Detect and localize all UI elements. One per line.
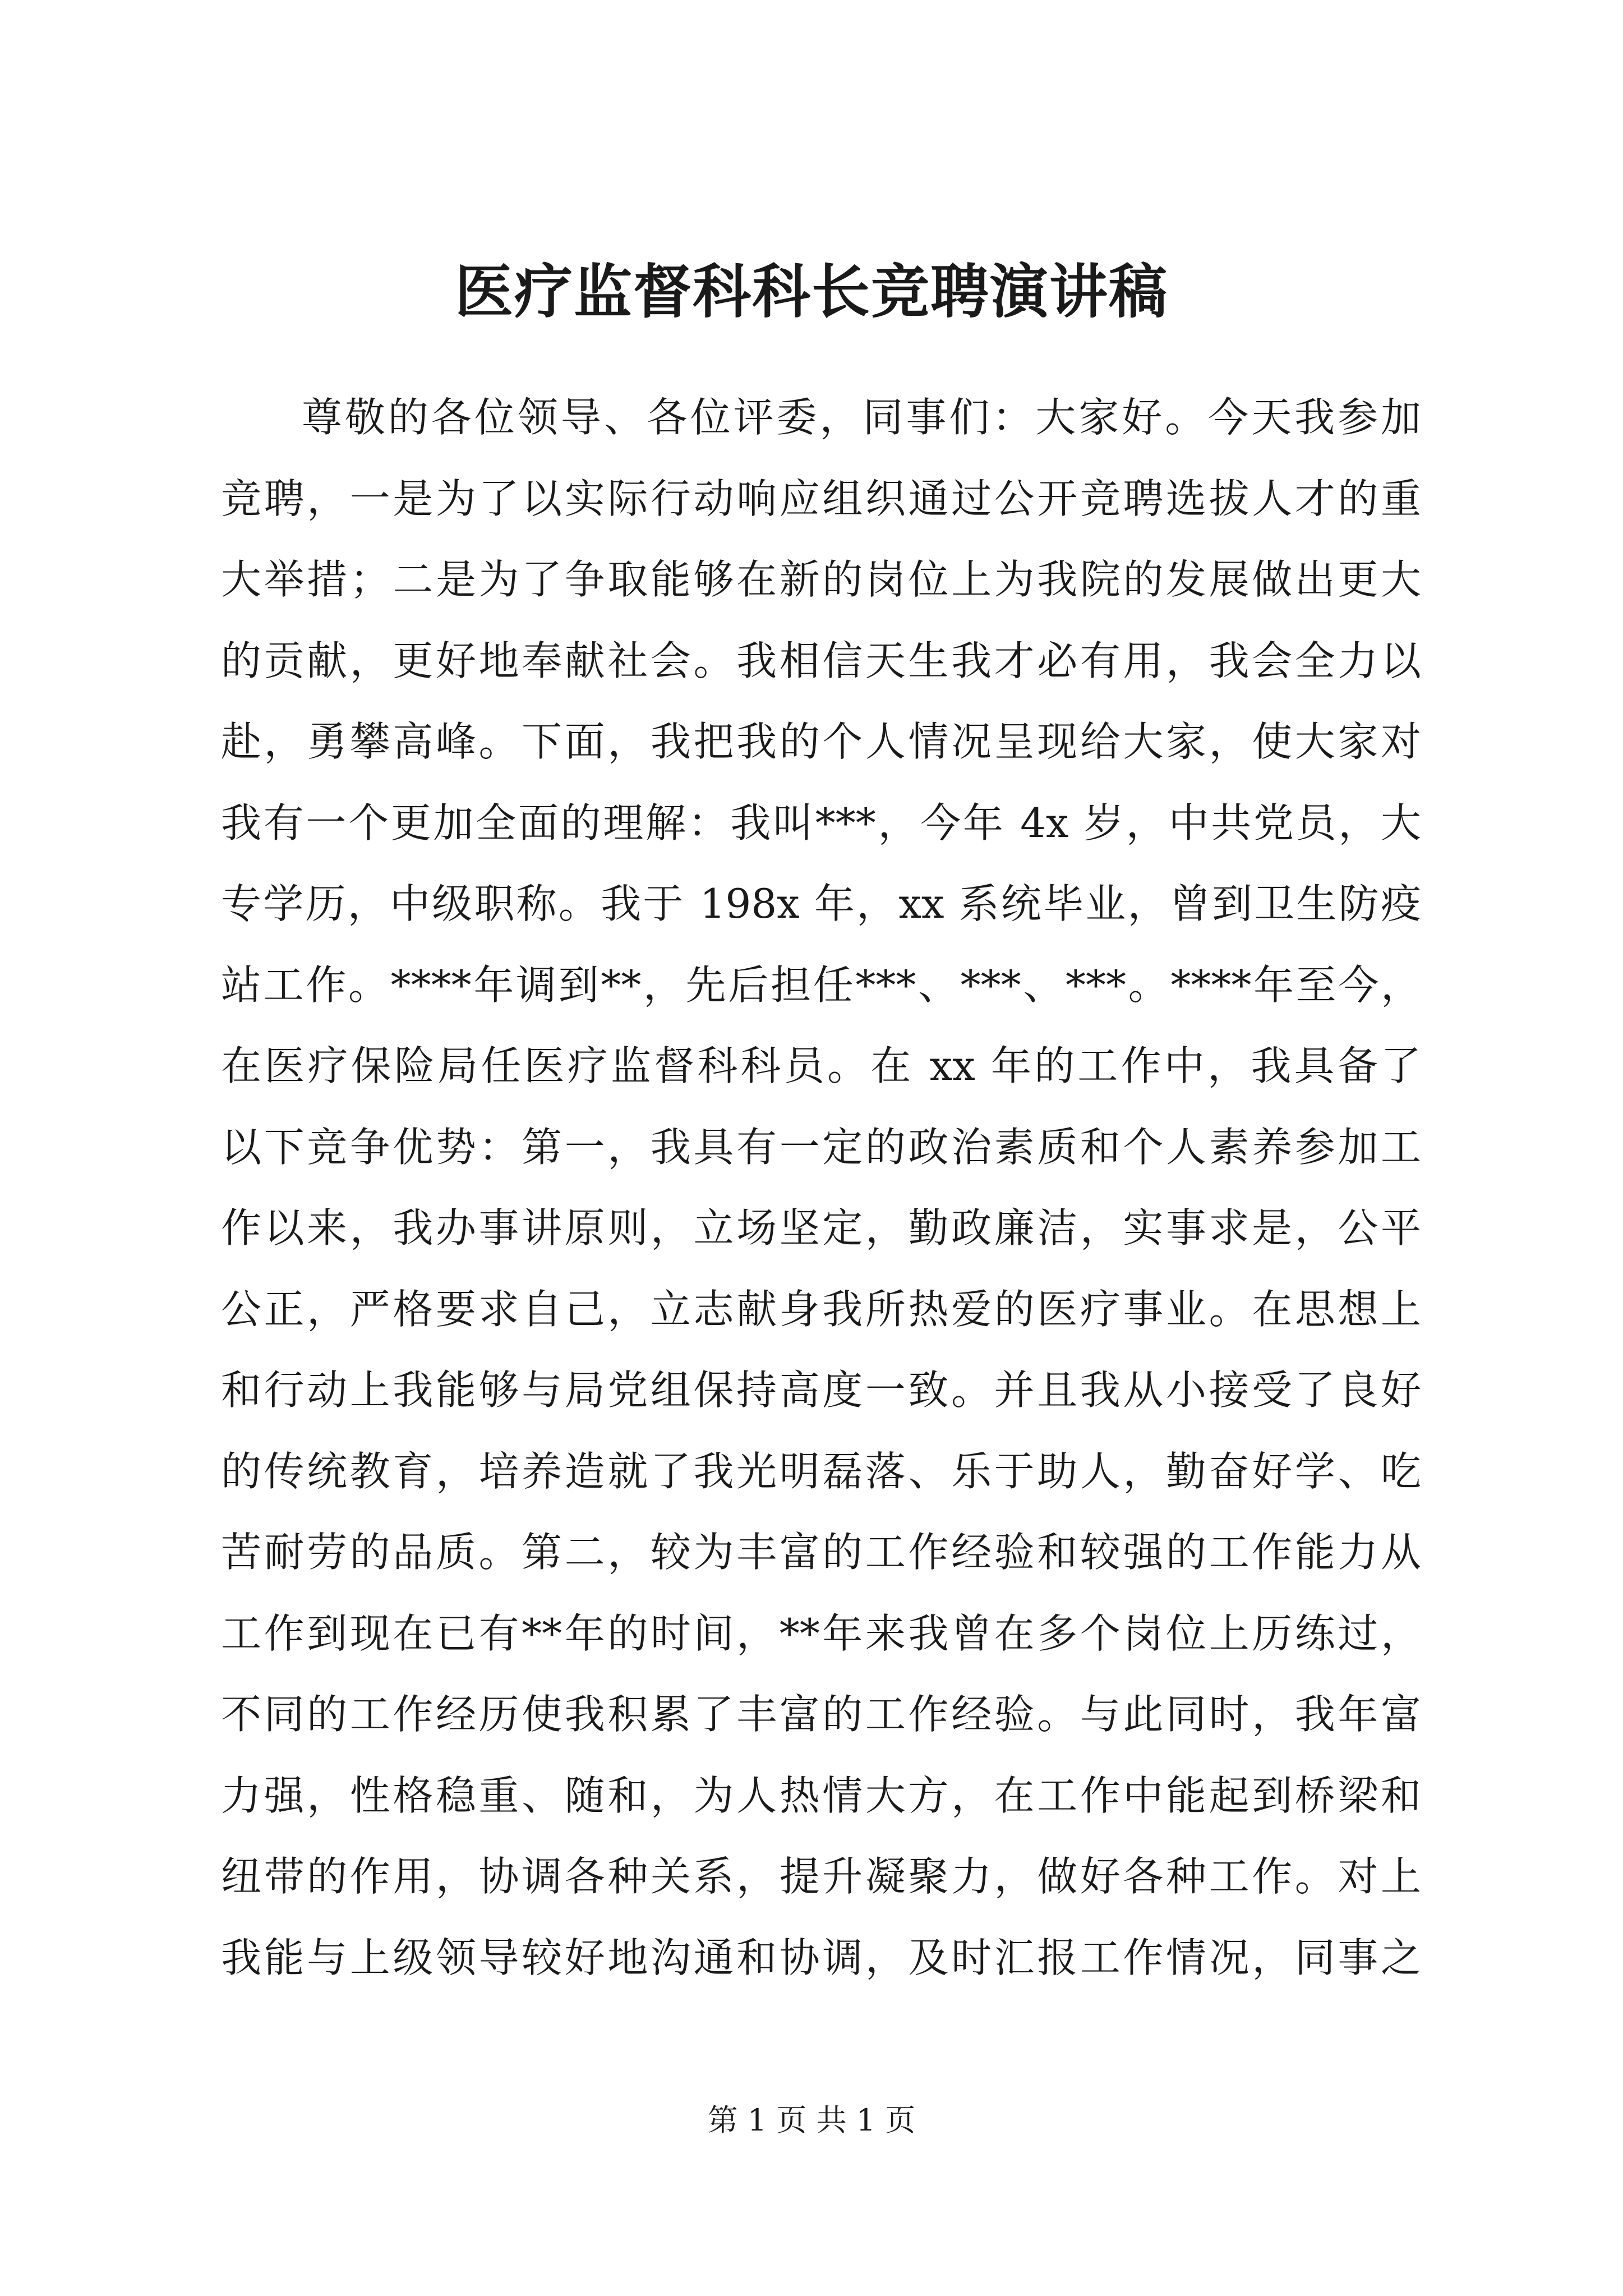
body-line: 工作到现在已有**年的时间，**年来我曾在多个岗位上历练过， [221,1609,1421,1657]
body-line: 在医疗保险局任医疗监督科科员。在 xx 年的工作中，我具备了 [221,1042,1421,1089]
body-line: 以下竞争优势：第一，我具有一定的政治素质和个人素养参加工 [221,1123,1421,1171]
body-line: 的传统教育，培养造就了我光明磊落、乐于助人，勤奋好学、吃 [221,1447,1421,1495]
page-footer: 第 1 页 共 1 页 [707,2102,916,2138]
body-line: 作以来，我办事讲原则，立场坚定，勤政廉洁，实事求是，公平 [221,1204,1421,1251]
body-line: 力强，性格稳重、随和，为人热情大方，在工作中能起到桥梁和 [221,1772,1421,1819]
body-line: 公正，严格要求自己，立志献身我所热爱的医疗事业。在思想上 [221,1285,1421,1333]
body-line: 的贡献，更好地奉献社会。我相信天生我才必有用，我会全力以 [221,637,1421,684]
body-line: 尊敬的各位领导、各位评委，同事们：大家好。今天我参加 [302,394,1421,441]
body-line: 我能与上级领导较好地沟通和协调，及时汇报工作情况，同事之 [221,1934,1421,1981]
document-title: 医疗监督科科长竞聘演讲稿 [454,257,1168,326]
body-line: 苦耐劳的品质。第二，较为丰富的工作经验和较强的工作能力从 [221,1529,1421,1576]
body-line: 和行动上我能够与局党组保持高度一致。并且我从小接受了良好 [221,1366,1421,1414]
body-line: 站工作。****年调到**，先后担任***、***、***。****年至今， [221,961,1421,1009]
document-body [221,377,1421,1998]
body-line: 大举措；二是为了争取能够在新的岗位上为我院的发展做出更大 [221,556,1421,603]
body-line: 专学历，中级职称。我于 198x 年，xx 系统毕业，曾到卫生防疫 [221,880,1421,927]
body-line: 赴，勇攀高峰。下面，我把我的个人情况呈现给大家，使大家对 [221,718,1421,765]
body-line: 纽带的作用，协调各种关系，提升凝聚力，做好各种工作。对上 [221,1853,1421,1900]
body-line: 不同的工作经历使我积累了丰富的工作经验。与此同时，我年富 [221,1691,1421,1738]
body-line: 竞聘，一是为了以实际行动响应组织通过公开竞聘选拔人才的重 [221,475,1421,522]
body-line: 我有一个更加全面的理解：我叫***，今年 4x 岁，中共党员，大 [221,799,1421,846]
